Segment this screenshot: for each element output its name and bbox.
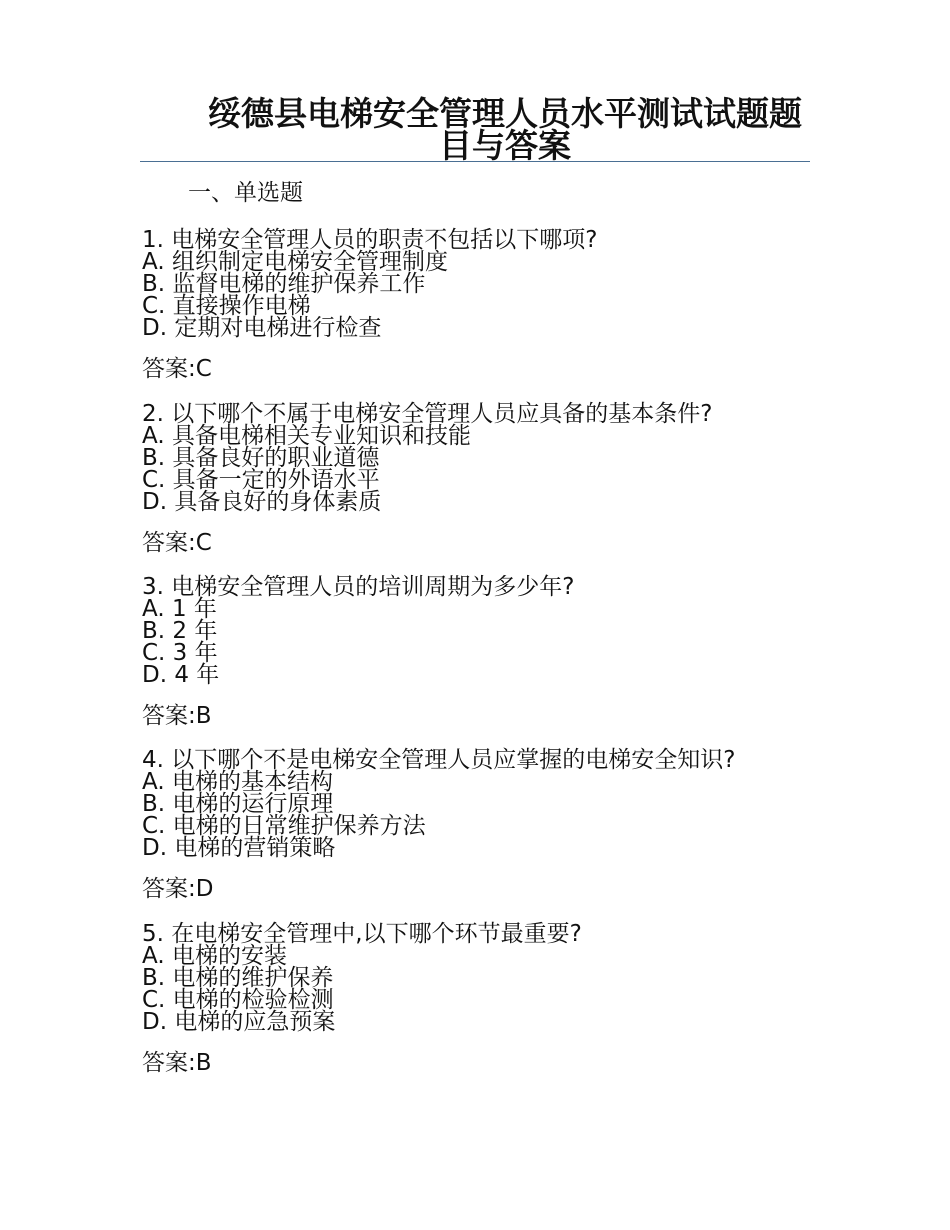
question-option: A. 1 年 bbox=[142, 596, 217, 622]
question-option: C. 电梯的检验检测 bbox=[142, 987, 334, 1013]
question-option: A. 电梯的基本结构 bbox=[142, 769, 333, 795]
question-option: D. 定期对电梯进行检查 bbox=[142, 315, 382, 341]
answer-4: 答案:D bbox=[142, 876, 214, 902]
question-option: D. 电梯的营销策略 bbox=[142, 835, 336, 861]
section-heading: 一、单选题 bbox=[188, 180, 303, 206]
question-option: D. 电梯的应急预案 bbox=[142, 1009, 336, 1035]
question-3 bbox=[142, 576, 822, 686]
question-option: C. 直接操作电梯 bbox=[142, 293, 311, 319]
question-stem: 2. 以下哪个不属于电梯安全管理人员应具备的基本条件? bbox=[142, 401, 713, 427]
question-stem: 3. 电梯安全管理人员的培训周期为多少年? bbox=[142, 574, 575, 600]
question-4 bbox=[142, 749, 822, 859]
question-option: C. 3 年 bbox=[142, 640, 218, 666]
question-option: C. 具备一定的外语水平 bbox=[142, 467, 380, 493]
question-option: B. 具备良好的职业道德 bbox=[142, 445, 380, 471]
answer-3: 答案:B bbox=[142, 703, 212, 729]
question-2 bbox=[142, 403, 822, 513]
question-option: B. 电梯的维护保养 bbox=[142, 965, 334, 991]
answer-2: 答案:C bbox=[142, 530, 212, 556]
question-option: A. 电梯的安装 bbox=[142, 943, 287, 969]
question-option: D. 4 年 bbox=[142, 662, 220, 688]
question-stem: 1. 电梯安全管理人员的职责不包括以下哪项? bbox=[142, 227, 598, 253]
question-option: A. 组织制定电梯安全管理制度 bbox=[142, 249, 448, 275]
question-stem: 5. 在电梯安全管理中,以下哪个环节最重要? bbox=[142, 921, 582, 947]
document-title: 绥德县电梯安全管理人员水平测试试题题目与答案 bbox=[208, 94, 802, 165]
question-5 bbox=[142, 923, 822, 1033]
answer-1: 答案:C bbox=[142, 356, 212, 382]
title-underline bbox=[140, 161, 810, 162]
question-option: A. 具备电梯相关专业知识和技能 bbox=[142, 423, 471, 449]
question-option: B. 电梯的运行原理 bbox=[142, 791, 334, 817]
question-option: C. 电梯的日常维护保养方法 bbox=[142, 813, 426, 839]
question-option: B. 2 年 bbox=[142, 618, 218, 644]
question-1 bbox=[142, 229, 822, 339]
answer-5: 答案:B bbox=[142, 1050, 212, 1076]
question-option: B. 监督电梯的维护保养工作 bbox=[142, 271, 426, 297]
question-stem: 4. 以下哪个不是电梯安全管理人员应掌握的电梯安全知识? bbox=[142, 747, 736, 773]
question-option: D. 具备良好的身体素质 bbox=[142, 489, 382, 515]
